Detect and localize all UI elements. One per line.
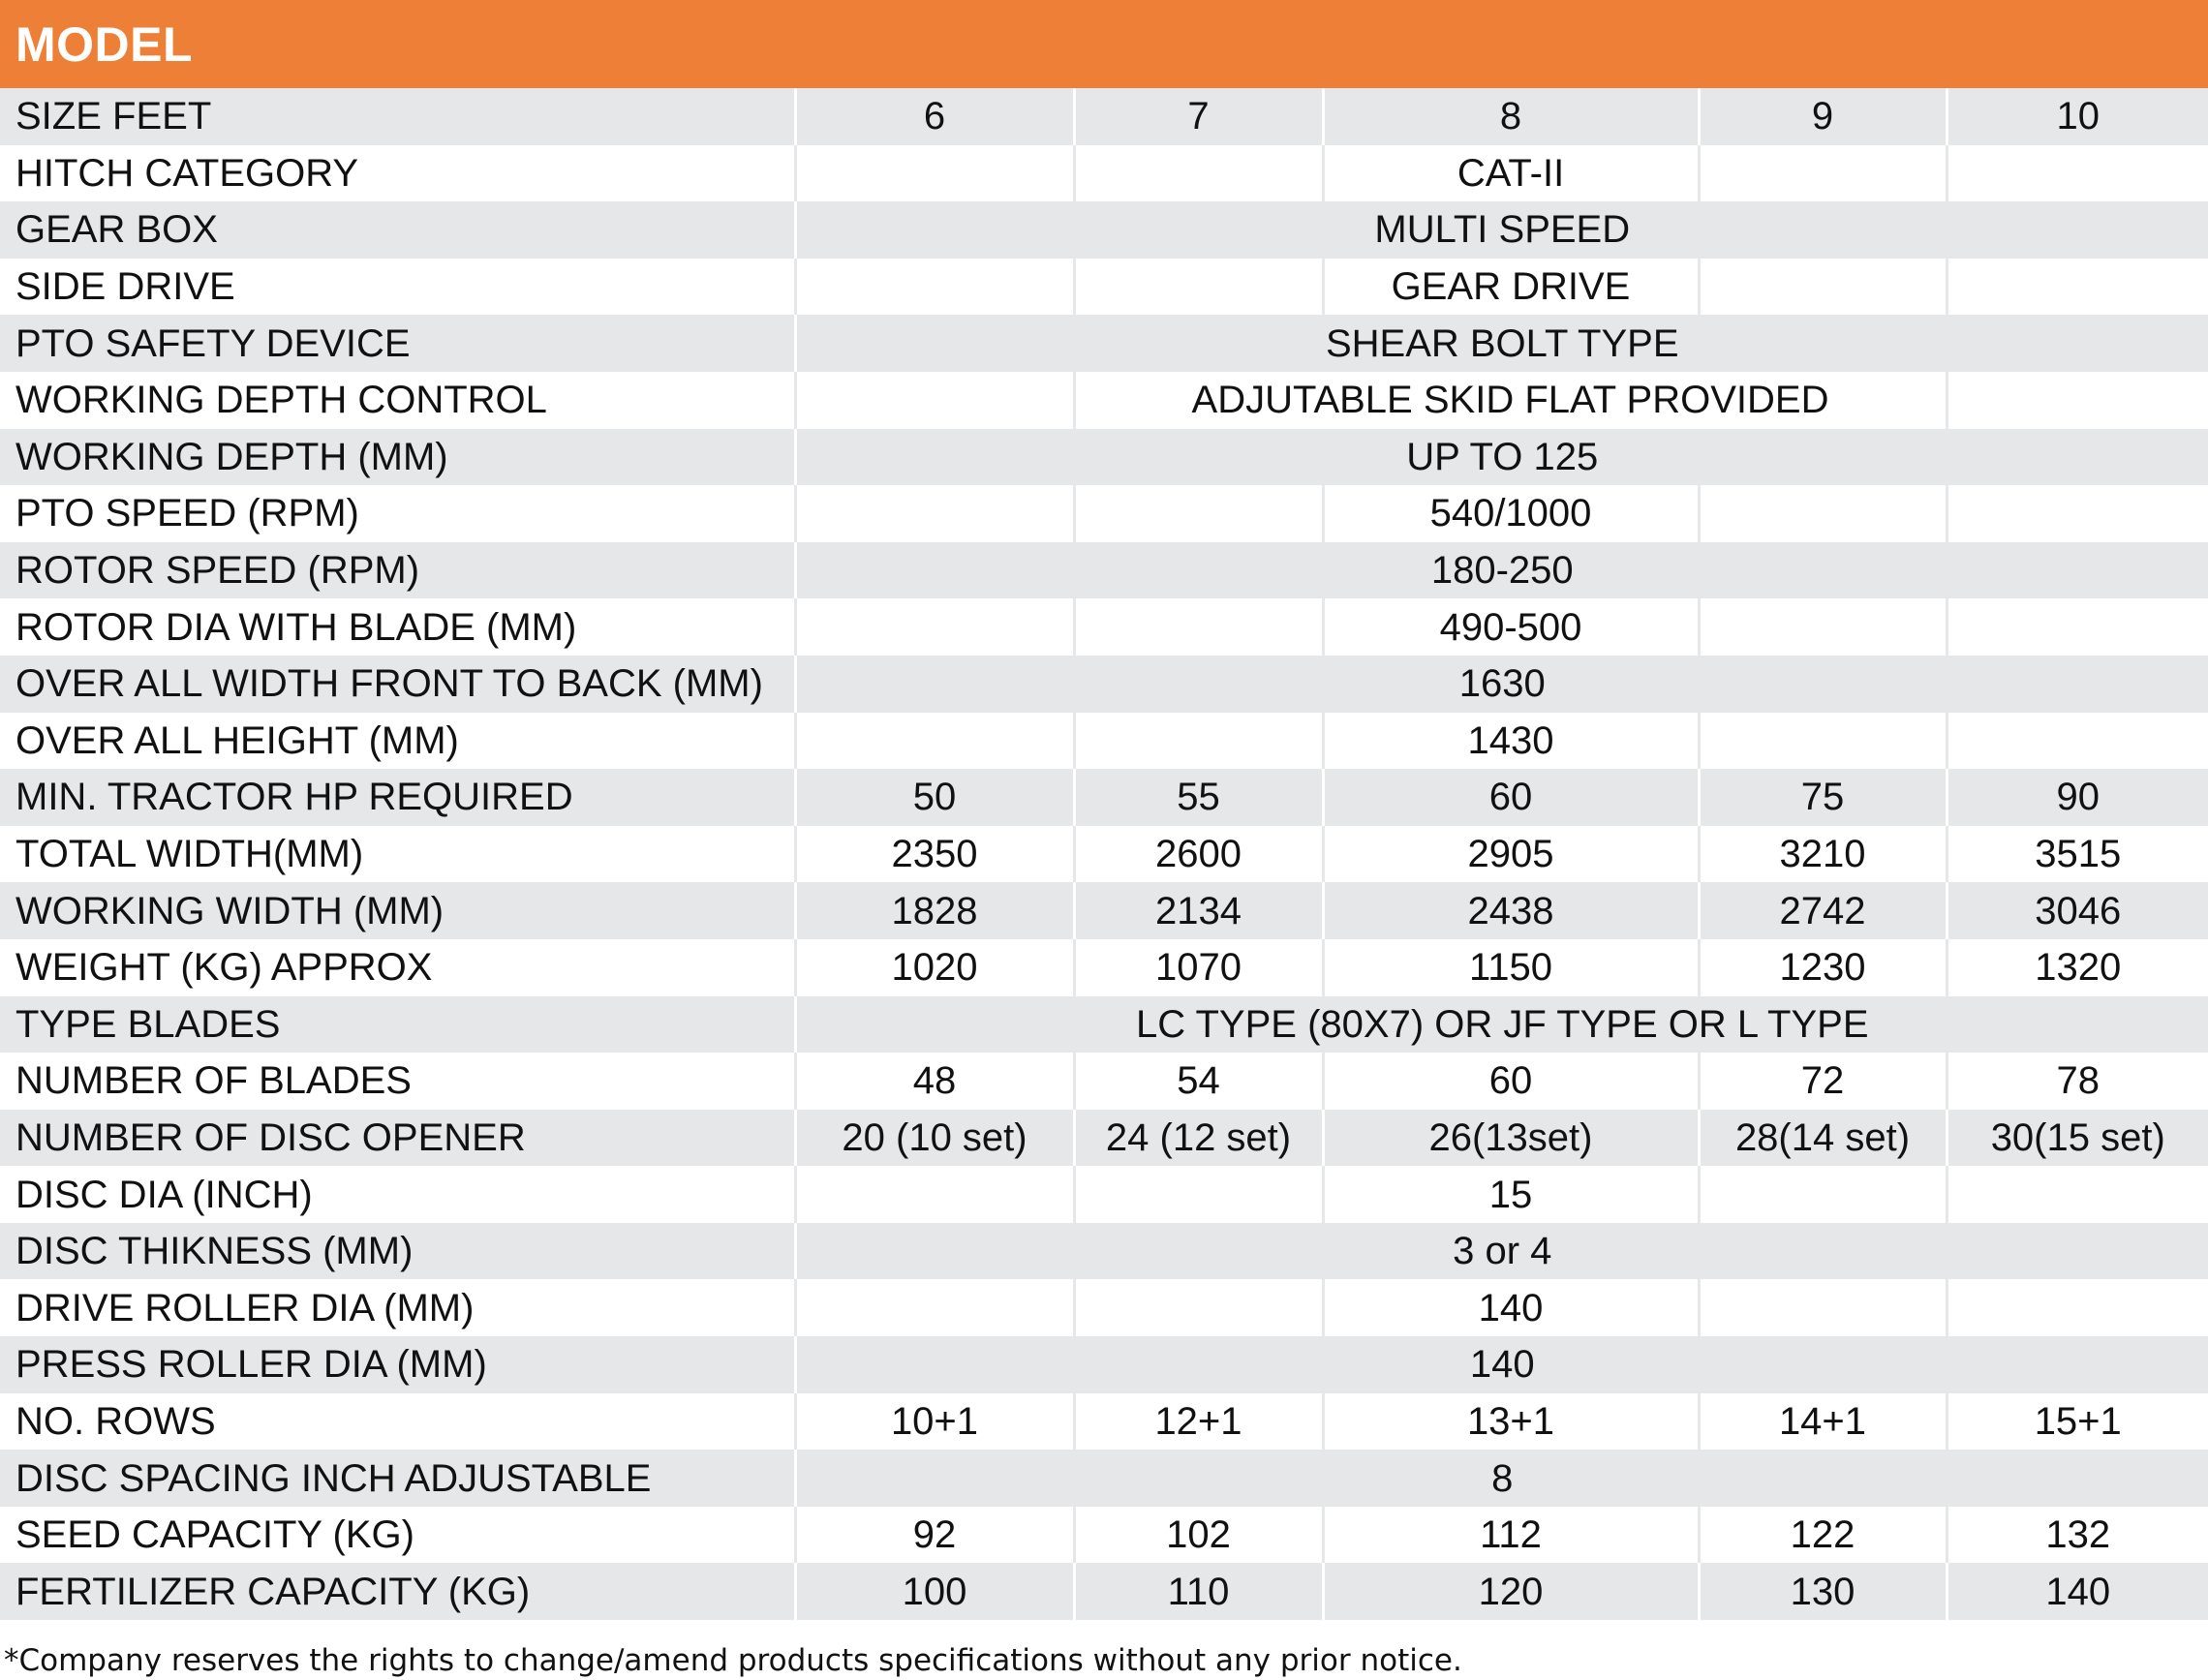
row-value-cell — [1699, 598, 1947, 656]
table-row — [0, 1166, 2208, 1223]
row-value-cell — [795, 598, 1074, 656]
row-label: WORKING DEPTH (MM) — [0, 429, 795, 486]
row-value-cell: 60 — [1323, 1053, 1699, 1110]
row-label: OVER ALL HEIGHT (MM) — [0, 713, 795, 770]
row-value-cell: 8 — [795, 1450, 2208, 1507]
table-row — [0, 1053, 2208, 1110]
row-value-cell: 13+1 — [1323, 1393, 1699, 1451]
table-row — [0, 485, 2208, 542]
row-value-cell: 132 — [1947, 1507, 2208, 1564]
row-value-cell — [1074, 145, 1323, 202]
row-value-cell: 1430 — [1323, 713, 1699, 770]
row-value-cell: 2742 — [1699, 882, 1947, 939]
row-label: DRIVE ROLLER DIA (MM) — [0, 1279, 795, 1336]
row-value-cell: SHEAR BOLT TYPE — [795, 315, 2208, 372]
table-row — [0, 201, 2208, 259]
table-row — [0, 769, 2208, 826]
row-label: OVER ALL WIDTH FRONT TO BACK (MM) — [0, 656, 795, 713]
footnote: *Company reserves the rights to change/amend products specifications without any prior notice. — [4, 1643, 1462, 1678]
row-value-cell: 15+1 — [1947, 1393, 2208, 1451]
row-label: WORKING DEPTH CONTROL — [0, 372, 795, 429]
row-value-cell: 1828 — [795, 882, 1074, 939]
row-value-cell — [1947, 713, 2208, 770]
row-value-cell — [795, 1279, 1074, 1336]
row-value-cell: 2600 — [1074, 826, 1323, 883]
row-value-cell: 12+1 — [1074, 1393, 1323, 1451]
row-value-cell: ADJUTABLE SKID FLAT PROVIDED — [1074, 372, 1947, 429]
row-value-cell — [1074, 1279, 1323, 1336]
row-value-cell — [1074, 259, 1323, 316]
row-label: HITCH CATEGORY — [0, 145, 795, 202]
row-value-cell — [1074, 1166, 1323, 1223]
row-value-cell: 90 — [1947, 769, 2208, 826]
table-row — [0, 1279, 2208, 1336]
table-row — [0, 315, 2208, 372]
row-value-cell: 6 — [795, 88, 1074, 145]
row-value-cell: GEAR DRIVE — [1323, 259, 1699, 316]
row-value-cell: 10+1 — [795, 1393, 1074, 1451]
row-label: DISC THIKNESS (MM) — [0, 1223, 795, 1280]
table-row — [0, 259, 2208, 316]
row-value-cell: 24 (12 set) — [1074, 1110, 1323, 1167]
table-row — [0, 1450, 2208, 1507]
table-row — [0, 713, 2208, 770]
row-value-cell — [795, 372, 1074, 429]
row-value-cell: CAT-II — [1323, 145, 1699, 202]
table-row — [0, 656, 2208, 713]
table-title: MODEL — [15, 16, 194, 72]
row-value-cell: 180-250 — [795, 542, 2208, 599]
row-value-cell — [1699, 1279, 1947, 1336]
row-value-cell: 1020 — [795, 939, 1074, 996]
table-row — [0, 372, 2208, 429]
row-value-cell: 1070 — [1074, 939, 1323, 996]
row-value-cell — [1947, 598, 2208, 656]
row-value-cell: 140 — [1323, 1279, 1699, 1336]
row-value-cell: UP TO 125 — [795, 429, 2208, 486]
row-label: GEAR BOX — [0, 201, 795, 259]
row-value-cell — [1947, 372, 2208, 429]
row-label: TYPE BLADES — [0, 996, 795, 1054]
table-row — [0, 826, 2208, 883]
row-value-cell — [1947, 145, 2208, 202]
row-value-cell: 140 — [1947, 1563, 2208, 1620]
row-value-cell: 3046 — [1947, 882, 2208, 939]
row-value-cell: 112 — [1323, 1507, 1699, 1564]
row-value-cell — [795, 485, 1074, 542]
table-row — [0, 429, 2208, 486]
table-row — [0, 996, 2208, 1054]
row-value-cell: 30(15 set) — [1947, 1110, 2208, 1167]
row-value-cell: 140 — [795, 1336, 2208, 1393]
row-label: TOTAL WIDTH(MM) — [0, 826, 795, 883]
row-value-cell: 1230 — [1699, 939, 1947, 996]
table-row — [0, 1336, 2208, 1393]
row-value-cell: 120 — [1323, 1563, 1699, 1620]
row-value-cell: 110 — [1074, 1563, 1323, 1620]
row-label: PRESS ROLLER DIA (MM) — [0, 1336, 795, 1393]
row-label: WORKING WIDTH (MM) — [0, 882, 795, 939]
row-value-cell: 15 — [1323, 1166, 1699, 1223]
table-row — [0, 1563, 2208, 1620]
row-value-cell — [1947, 1279, 2208, 1336]
row-label: WEIGHT (KG) APPROX — [0, 939, 795, 996]
row-value-cell: 75 — [1699, 769, 1947, 826]
table-row — [0, 598, 2208, 656]
row-label: NO. ROWS — [0, 1393, 795, 1451]
table-row — [0, 1223, 2208, 1280]
row-value-cell — [795, 1166, 1074, 1223]
row-value-cell — [795, 713, 1074, 770]
row-value-cell: 9 — [1699, 88, 1947, 145]
row-value-cell: 92 — [795, 1507, 1074, 1564]
row-label: PTO SAFETY DEVICE — [0, 315, 795, 372]
header-bar — [0, 0, 2208, 88]
row-label: PTO SPEED (RPM) — [0, 485, 795, 542]
row-value-cell: 490-500 — [1323, 598, 1699, 656]
row-value-cell — [1699, 259, 1947, 316]
row-value-cell: LC TYPE (80X7) OR JF TYPE OR L TYPE — [795, 996, 2208, 1054]
row-value-cell: 540/1000 — [1323, 485, 1699, 542]
row-value-cell — [795, 259, 1074, 316]
row-label: SIDE DRIVE — [0, 259, 795, 316]
row-value-cell: 48 — [795, 1053, 1074, 1110]
row-value-cell — [1074, 713, 1323, 770]
row-value-cell: 78 — [1947, 1053, 2208, 1110]
row-value-cell: 3210 — [1699, 826, 1947, 883]
row-value-cell — [1699, 713, 1947, 770]
spec-table — [0, 88, 2208, 1620]
row-value-cell — [1699, 1166, 1947, 1223]
row-value-cell: 8 — [1323, 88, 1699, 145]
row-label: NUMBER OF BLADES — [0, 1053, 795, 1110]
table-row — [0, 1393, 2208, 1451]
row-value-cell: 2905 — [1323, 826, 1699, 883]
table-row — [0, 88, 2208, 145]
row-value-cell: 100 — [795, 1563, 1074, 1620]
row-value-cell: 2134 — [1074, 882, 1323, 939]
row-value-cell — [1699, 485, 1947, 542]
row-label: SIZE FEET — [0, 88, 795, 145]
row-value-cell: 1630 — [795, 656, 2208, 713]
spec-table-body — [0, 88, 2208, 1620]
row-value-cell — [1947, 485, 2208, 542]
table-row — [0, 882, 2208, 939]
row-value-cell: 55 — [1074, 769, 1323, 826]
row-value-cell: 26(13set) — [1323, 1110, 1699, 1167]
table-row — [0, 542, 2208, 599]
row-label: FERTILIZER CAPACITY (KG) — [0, 1563, 795, 1620]
row-value-cell: 60 — [1323, 769, 1699, 826]
row-value-cell: 20 (10 set) — [795, 1110, 1074, 1167]
row-label: DISC SPACING INCH ADJUSTABLE — [0, 1450, 795, 1507]
row-value-cell — [1074, 485, 1323, 542]
row-label: SEED CAPACITY (KG) — [0, 1507, 795, 1564]
row-value-cell: 72 — [1699, 1053, 1947, 1110]
row-value-cell: 102 — [1074, 1507, 1323, 1564]
row-label: MIN. TRACTOR HP REQUIRED — [0, 769, 795, 826]
row-value-cell: MULTI SPEED — [795, 201, 2208, 259]
table-row — [0, 145, 2208, 202]
row-value-cell — [795, 145, 1074, 202]
row-value-cell: 10 — [1947, 88, 2208, 145]
row-value-cell: 28(14 set) — [1699, 1110, 1947, 1167]
row-value-cell: 1320 — [1947, 939, 2208, 996]
row-value-cell: 54 — [1074, 1053, 1323, 1110]
row-value-cell: 50 — [795, 769, 1074, 826]
row-value-cell: 2350 — [795, 826, 1074, 883]
row-value-cell — [1699, 145, 1947, 202]
row-value-cell — [1947, 259, 2208, 316]
row-label: DISC DIA (INCH) — [0, 1166, 795, 1223]
row-value-cell: 14+1 — [1699, 1393, 1947, 1451]
row-value-cell: 7 — [1074, 88, 1323, 145]
table-row — [0, 939, 2208, 996]
row-label: ROTOR SPEED (RPM) — [0, 542, 795, 599]
row-value-cell: 3515 — [1947, 826, 2208, 883]
row-value-cell — [1947, 1166, 2208, 1223]
row-label: ROTOR DIA WITH BLADE (MM) — [0, 598, 795, 656]
row-value-cell — [1074, 598, 1323, 656]
row-label: NUMBER OF DISC OPENER — [0, 1110, 795, 1167]
row-value-cell: 1150 — [1323, 939, 1699, 996]
row-value-cell: 3 or 4 — [795, 1223, 2208, 1280]
row-value-cell: 130 — [1699, 1563, 1947, 1620]
table-row — [0, 1110, 2208, 1167]
row-value-cell: 2438 — [1323, 882, 1699, 939]
table-row — [0, 1507, 2208, 1564]
row-value-cell: 122 — [1699, 1507, 1947, 1564]
